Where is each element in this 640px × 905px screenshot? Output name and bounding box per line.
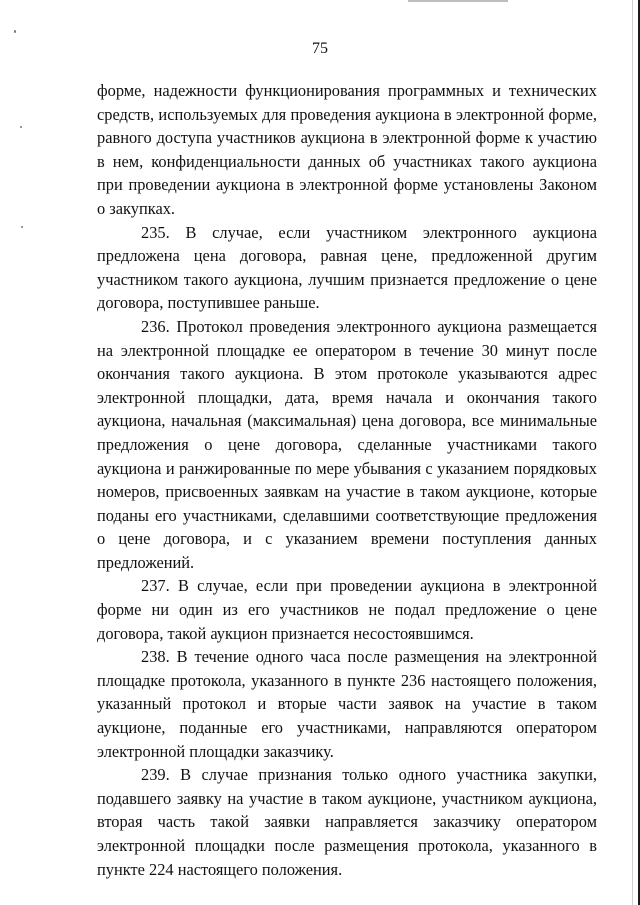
paragraph-238: 238. В течение одного часа после размещения на электронной площадке протокола, указанного в пункте 236 настоящего положения, указанный протокол и вторые части заявок на участие в таком аукционе, поданные его участниками, направляются оператором электронной площадки заказчику.: [97, 647, 597, 761]
paragraph-235: 235. В случае, если участником электронного аукциона предложена цена договора, равная цене, предложенной другим участником такого аукциона, лучшим признается предложение о цене договора, поступившее раньше.: [97, 222, 597, 313]
scan-speck: [14, 30, 16, 33]
paragraph-237: 237. В случае, если при проведении аукциона в электронной форме ни один из его участников не подал предложение о цене договора, такой аукцион признается несостоявшимся.: [97, 576, 597, 643]
paragraph-236: 236. Протокол проведения электронного аукциона размещается на электронной площадке ее оператором в течение 30 минут после окончания такого аукциона. В этом протоколе указываются адрес электронной площадки, дата, время начала и окончания такого аукциона, начальная (максимальная) цена договора, все минимальные предложения о цене договора, сделанные участниками такого аукциона и ранжированные по мере убывания с указанием порядковых номеров, присвоенных заявкам на участие в таком аукционе, которые поданы его участниками, сделавшими соответствующие предложения о цене договора, и с указанием времени поступления данных предложений.: [97, 316, 597, 572]
scan-edge-mark: [408, 0, 508, 2]
scan-speck: [21, 226, 23, 228]
page-number: 75: [312, 40, 328, 57]
page-body: [97, 79, 597, 881]
scan-speck: [20, 126, 22, 128]
paragraph-239: 239. В случае признания только одного участника закупки, подавшего заявку на участие в таком аукционе, участником аукциона, вторая часть такой заявки направляется заказчику оператором электронной площадки после размещения протокола, указанного в пункте 224 настоящего положения.: [97, 765, 597, 879]
paragraph-continuation: форме, надежности функционирования программных и технических средств, используемых для проведения аукциона в электронной форме, равного доступа участников аукциона в электронной форме к участию в нем, конфиденциальности данных об участниках такого аукциона при проведении аукциона в электронной форме установлены Законом о закупках.: [97, 81, 597, 218]
